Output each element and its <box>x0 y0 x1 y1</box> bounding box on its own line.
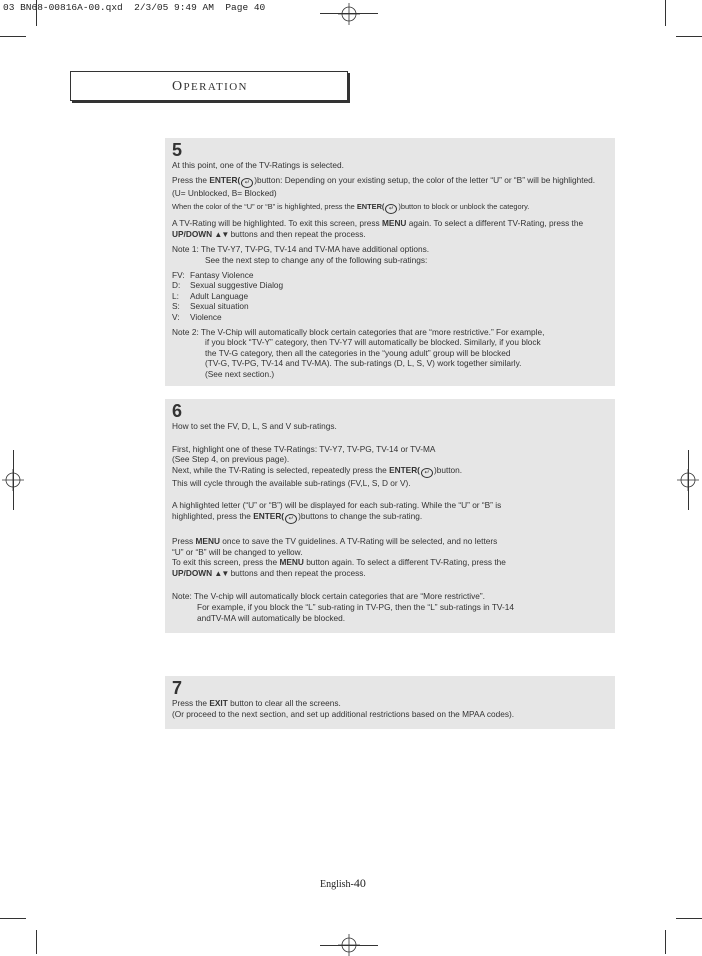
note-2: (See next section.) <box>205 368 275 379</box>
note-1: Note 1: The TV-Y7, TV-PG, TV-14 and TV-MA have additional options. <box>172 244 430 255</box>
step-text: First, highlight one of these TV-Ratings: TV-Y7, TV-PG, TV-14 or TV-MA <box>172 443 436 454</box>
note-2: if you block “TV-Y” category, then TV-Y7 will automatically be blocked. Similarly, if you block <box>205 337 541 348</box>
crop-mark <box>36 930 37 954</box>
note-2: the TV-G category, then all the categories in the “young adult” group will be blocked <box>205 347 511 358</box>
registration-mark-icon <box>2 469 24 491</box>
enter-button-icon: ↵ <box>421 468 433 478</box>
list-item: V: Violence <box>172 311 222 322</box>
section-title: OPERATION <box>172 79 248 94</box>
step-text: (See Step 4, on previous page). <box>172 454 290 465</box>
list-item: S: Sexual situation <box>172 301 249 312</box>
page-number: 40 <box>353 876 366 890</box>
step-text: Press the EXIT button to clear all the screens. <box>172 698 341 708</box>
crop-mark <box>676 36 702 37</box>
up-down-arrows-icon: ▲▼ <box>214 568 229 578</box>
crop-mark <box>665 930 666 954</box>
list-item: L: Adult Language <box>172 290 249 301</box>
step-text: Next, while the TV-Rating is selected, repeatedly press the ENTER( ↵ )button. <box>172 464 463 476</box>
note: For example, if you block the “L” sub-rating in TV-PG, then the “L” sub-ratings in TV-14 <box>197 601 514 612</box>
step-text: “U” or “B” will be changed to yellow. <box>172 546 303 557</box>
note: Note: The V-chip will automatically block certain categories that are “More restrictive”. <box>172 591 485 602</box>
step-text: (Or proceed to the next section, and set up additional restrictions based on the MPAA codes). <box>172 708 515 719</box>
step-text: This will cycle through the available sub-ratings (FV,L, S, D or V). <box>172 477 411 488</box>
page-footer <box>320 876 366 891</box>
note-2: (TV-G, TV-PG, TV-14 and TV-MA). The sub-ratings (D, L, S, V) work together similarly. <box>205 358 522 369</box>
crop-mark <box>0 36 26 37</box>
step-text: To exit this screen, press the MENU button again. To select a different TV-Rating, press the <box>172 557 506 568</box>
crop-mark <box>36 0 37 26</box>
section-header <box>70 71 348 101</box>
print-slug: 03 BN68-00816A-00.qxd 2/3/05 9:49 AM Page 40 <box>3 2 266 13</box>
crop-mark <box>665 0 666 26</box>
step-text: At this point, one of the TV-Ratings is selected. <box>172 160 344 170</box>
step-text: UP/DOWN ▲▼ buttons and then repeat the process. <box>172 567 366 578</box>
subrating-list <box>172 270 608 323</box>
enter-button-icon: ↵ <box>241 178 253 188</box>
registration-mark-icon <box>338 3 360 25</box>
list-item: D: Sexual suggestive Dialog <box>172 280 284 291</box>
step-number: 6 <box>172 401 183 421</box>
step-text: highlighted, press the ENTER( ↵ )buttons to change the sub-rating. <box>172 510 423 522</box>
list-item: FV: Fantasy Violence <box>172 269 254 280</box>
step-text: A highlighted letter (“U” or “B”) will be displayed for each sub-rating. While the “U” or “B” is <box>172 500 502 511</box>
footer-language: English- <box>320 879 354 890</box>
note-1: See the next step to change any of the following sub-ratings: <box>205 254 428 265</box>
step-text: When the color of the “U” or “B” is highlighted, press the ENTER( ↵ )button to block or unblock the category. <box>172 202 530 213</box>
step-number: 7 <box>172 678 183 698</box>
crop-mark <box>0 918 26 919</box>
enter-button-icon: ↵ <box>285 514 297 524</box>
registration-mark-icon <box>338 934 360 956</box>
crop-mark <box>676 918 702 919</box>
step-5-panel <box>165 138 615 386</box>
step-text: How to set the FV, D, L, S and V sub-ratings. <box>172 421 337 431</box>
step-7-panel <box>165 676 615 729</box>
step-text: Press the ENTER( ↵ )button: Depending on your existing setup, the color of the letter “U” or “B” will be highlighted. (U= Unblocked, B= Blocked) <box>172 174 596 198</box>
note-2: Note 2: The V-Chip will automatically block certain categories that are “more restrictive.” For example, <box>172 326 545 337</box>
registration-mark-icon <box>677 469 699 491</box>
up-down-arrows-icon: ▲▼ <box>214 229 229 239</box>
enter-button-icon: ↵ <box>385 204 397 214</box>
step-text: A TV-Rating will be highlighted. To exit this screen, press MENU again. To select a different TV-Rating, press the UP/DOWN ▲▼ buttons and then repeat the process. <box>172 218 584 239</box>
step-6-panel <box>165 399 615 633</box>
step-text: Press MENU once to save the TV guidelines. A TV-Rating will be selected, and no letters <box>172 535 498 546</box>
note: andTV-MA will automatically be blocked. <box>197 612 346 623</box>
step-number: 5 <box>172 140 183 160</box>
